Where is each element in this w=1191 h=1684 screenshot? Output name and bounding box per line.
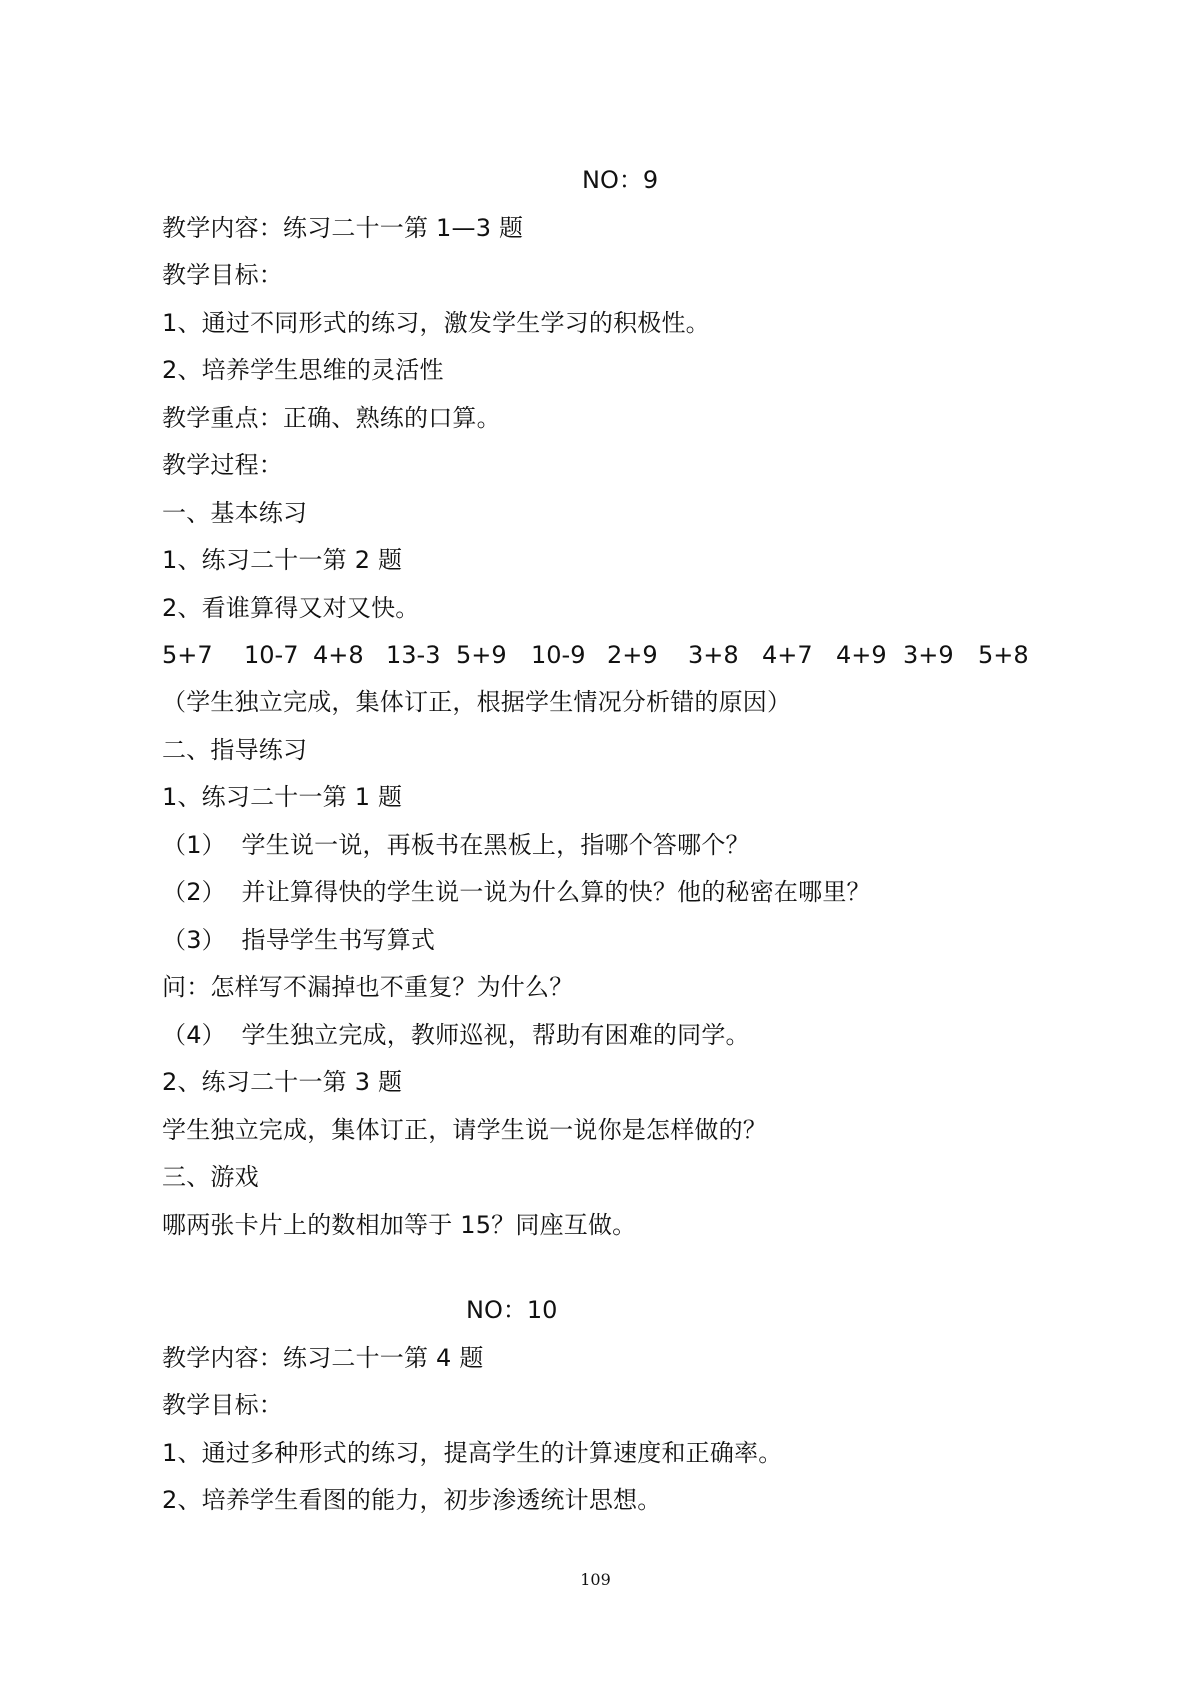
expression-row — [162, 639, 1062, 671]
expression: 5+9 — [456, 641, 507, 669]
lesson-heading: NO：9 — [582, 166, 659, 194]
expression: 3+9 — [903, 641, 954, 669]
section-title: 二、指导练习 — [162, 736, 308, 764]
expression: 10-7 — [244, 641, 299, 669]
expression: 5+8 — [978, 641, 1029, 669]
teaching-process-label: 教学过程： — [162, 451, 283, 479]
lesson-heading: NO：10 — [466, 1296, 558, 1324]
goal-item: 1、通过多种形式的练习，提高学生的计算速度和正确率。 — [162, 1439, 783, 1467]
page-number: 109 — [580, 1570, 611, 1589]
section-title: 三、游戏 — [162, 1163, 259, 1191]
step-detail: 哪两张卡片上的数相加等于 15？同座互做。 — [162, 1211, 637, 1239]
expression: 13-3 — [386, 641, 441, 669]
goal-item: 2、培养学生思维的灵活性 — [162, 356, 444, 384]
teaching-focus: 教学重点：正确、熟练的口算。 — [162, 404, 501, 432]
expression: 4+9 — [836, 641, 887, 669]
sub-step: （4） 学生独立完成，教师巡视，帮助有困难的同学。 — [162, 1021, 750, 1049]
teaching-goals-label: 教学目标： — [162, 261, 283, 289]
teaching-content: 教学内容：练习二十一第 4 题 — [162, 1344, 484, 1372]
step-item: 1、练习二十一第 2 题 — [162, 546, 403, 574]
step-item: 1、练习二十一第 1 题 — [162, 783, 403, 811]
expression: 4+8 — [313, 641, 364, 669]
section-title: 一、基本练习 — [162, 499, 308, 527]
goal-item: 2、培养学生看图的能力，初步渗透统计思想。 — [162, 1486, 662, 1514]
sub-step: （3） 指导学生书写算式 — [162, 926, 436, 954]
expression: 3+8 — [688, 641, 739, 669]
question: 问：怎样写不漏掉也不重复？为什么？ — [162, 973, 574, 1001]
sub-step: （2） 并让算得快的学生说一说为什么算的快？他的秘密在哪里？ — [162, 878, 871, 906]
sub-step: （1） 学生说一说，再板书在黑板上，指哪个答哪个？ — [162, 831, 750, 859]
step-detail: 学生独立完成，集体订正，请学生说一说你是怎样做的？ — [162, 1116, 767, 1144]
step-item: 2、练习二十一第 3 题 — [162, 1068, 403, 1096]
note: （学生独立完成，集体订正，根据学生情况分析错的原因） — [162, 688, 792, 716]
teaching-goals-label: 教学目标： — [162, 1391, 283, 1419]
expression: 2+9 — [607, 641, 658, 669]
goal-item: 1、通过不同形式的练习，激发学生学习的积极性。 — [162, 309, 710, 337]
expression: 10-9 — [531, 641, 586, 669]
expression: 5+7 — [162, 641, 213, 669]
expression: 4+7 — [762, 641, 813, 669]
step-item: 2、看谁算得又对又快。 — [162, 594, 420, 622]
teaching-content: 教学内容：练习二十一第 1—3 题 — [162, 214, 524, 242]
